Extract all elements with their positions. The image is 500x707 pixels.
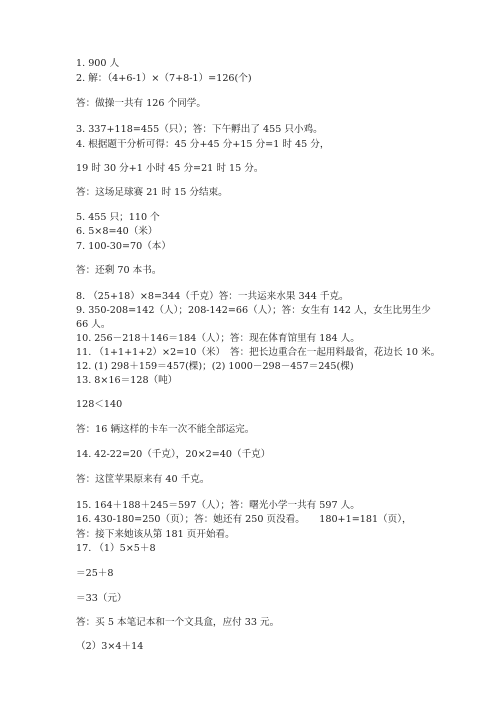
answer-line-8: 5. 455 只；110 个: [76, 212, 160, 223]
answer-line-7: 答：这场足球赛 21 时 15 分结束。: [76, 187, 228, 198]
answer-line-23: 15. 164＋188＋245＝597（人）；答：曙光小学一共有 597 人。: [76, 500, 360, 511]
answer-line-30: （2）3×4＋14: [76, 641, 144, 652]
answer-line-6: 19 时 30 分+1 小时 45 分=21 时 15 分。: [76, 163, 264, 174]
answer-line-3: 答：做操一共有 126 个同学。: [76, 98, 206, 109]
answer-line-16: 11. （1+1+1+2）×2=10（米） 答：把长边重合在一起用料最省，花边长 10 米。: [76, 347, 441, 358]
answer-line-13: 9. 350-208=142（人）；208-142=66（人）；答：女生有 142 人，女生比男生少: [76, 305, 431, 316]
answer-line-28: ＝33（元）: [76, 593, 127, 604]
answer-line-20: 答：16 辆这样的卡车一次不能全部运完。: [76, 424, 255, 435]
answer-line-10: 7. 100-30=70（本）: [76, 241, 171, 252]
answer-line-24: 16. 430-180=250（页）；答：她还有 250 页没看。 180+1=181（页），: [76, 514, 412, 525]
answer-line-12: 8. （25+18）×8=344（千克）答：一共运来水果 344 千克。: [76, 291, 349, 302]
answer-line-11: 答：还剩 70 本书。: [76, 265, 162, 276]
answer-line-14: 66 人。: [76, 319, 111, 330]
answer-line-19: 128＜140: [76, 399, 123, 410]
answer-line-25: 答：接下来她该从第 181 页开始看。: [76, 529, 235, 540]
answer-line-5: 4. 根据题干分析可得：45 分+45 分+15 分=1 时 45 分，: [76, 139, 330, 150]
answer-line-22: 答：这筐苹果原来有 40 千克。: [76, 474, 210, 485]
answer-line-1: 1. 900 人: [76, 58, 120, 69]
answer-line-15: 10. 256－218＋146＝184（人）；答：现在体育馆里有 184 人。: [76, 333, 360, 344]
answer-line-26: 17. （1）5×5＋8: [76, 543, 156, 554]
answer-line-29: 答：买 5 本笔记本和一个文具盒，应付 33 元。: [76, 617, 280, 628]
answer-line-27: ＝25＋8: [76, 568, 114, 579]
answer-line-2: 2. 解：（4+6-1）×（7+8-1）=126(个): [76, 73, 252, 84]
answer-line-21: 14. 42-22=20（千克），20×2=40（千克）: [76, 449, 271, 460]
answer-line-9: 6. 5×8=40（米）: [76, 226, 158, 237]
answer-line-4: 3. 337+118=455（只）；答：下午孵出了 455 只小鸡。: [76, 124, 323, 135]
answer-line-17: 12. (1) 298＋159＝457(棵)；(2) 1000－298－457＝245(棵): [76, 361, 354, 372]
answer-line-18: 13. 8×16＝128（吨）: [76, 375, 178, 386]
